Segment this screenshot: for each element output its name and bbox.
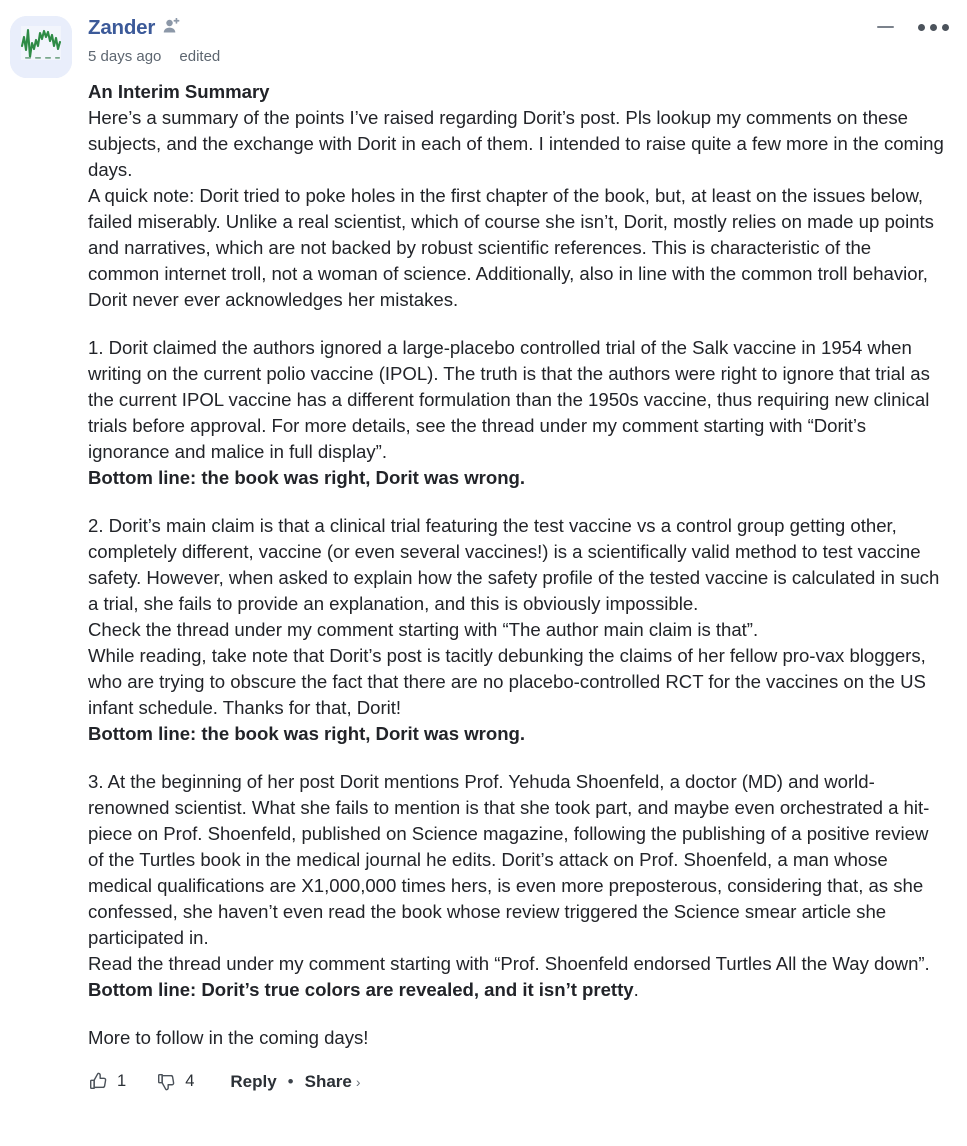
post-title: An Interim Summary [88, 81, 270, 102]
comment-meta [88, 49, 947, 66]
more-dot-3 [942, 24, 949, 31]
edited-badge: edited [179, 47, 221, 65]
share-button[interactable]: Share [304, 1071, 352, 1091]
more-dot-1 [918, 24, 925, 31]
avatar-column [10, 14, 88, 78]
intro-text-2: A quick note: Dorit tried to poke holes in the first chapter of the book, but, at least on the issues below, failed miserably. Unlike a real scientist, which of course she isn’t, Dorit, mostly relies on made up points and narratives, which are not backed by robust scientific references. This is characteristic of the common internet troll, not a woman of science. Additionally, also in line with the common troll behavior, Dorit never ever acknowledges her mistakes. [88, 185, 934, 310]
more-dot-2 [930, 24, 937, 31]
point-1-bottom-line: Bottom line: the book was right, Dorit was wrong. [88, 467, 526, 488]
stock-chart-avatar-icon [10, 16, 72, 78]
collapse-icon[interactable] [874, 18, 896, 36]
point-3-body-2: Read the thread under my comment starting with “Prof. Shoenfeld endorsed Turtles All the Way down”. [88, 953, 930, 974]
point-2-body-3: While reading, take note that Dorit’s post is tacitly debunking the claims of her fellow pro-vax bloggers, who are trying to obscure the fact that there are no placebo-controlled RCT for the vaccines on the US infant schedule. Thanks for that, Dorit! [88, 645, 926, 718]
point-2-body: 2. Dorit’s main claim is that a clinical trial featuring the test vaccine vs a control group getting other, completely different, vaccine (or even several vaccines!) is a scientifically valid method to test vaccine safety. However, when asked to explain how the safety profile of the tested vaccine is calculated in such a trial, she fails to provide an explanation, and this is obviously impossible. [88, 515, 940, 614]
person-add-icon-svg [162, 17, 181, 36]
comment-header-actions [874, 18, 949, 36]
point-2-paragraph [88, 513, 947, 747]
dislike-count: 4 [185, 1072, 195, 1090]
collapse-icon-bar [877, 26, 894, 29]
chevron-right-icon[interactable]: › [355, 1073, 361, 1090]
comment-row [10, 14, 951, 1108]
intro-text-1: Here’s a summary of the points I’ve raised regarding Dorit’s post. Pls lookup my comments on these subjects, and the exchange with Dorit in each of them. I intended to raise quite a few more in the coming days. [88, 107, 944, 180]
point-3-bottom-line: Bottom line: Dorit’s true colors are revealed, and it isn’t pretty [88, 979, 634, 1000]
point-1-body: 1. Dorit claimed the authors ignored a large-placebo controlled trial of the Salk vaccine in 1954 when writing on the current polio vaccine (IPOL). The truth is that the authors were right to ignore that trial as the current IPOL vaccine has a different formulation than the 1950s vaccine, thus requiring new clinical trials before approval. For more details, see the thread under my comment starting with “Dorit’s ignorance and malice in full display”. [88, 337, 930, 462]
point-3-bottom-line-wrap [88, 977, 947, 1003]
closing-text: More to follow in the coming days! [88, 1027, 369, 1048]
point-2-body-2: Check the thread under my comment starting with “The author main claim is that”. [88, 619, 759, 640]
avatar[interactable] [10, 16, 72, 78]
point-1-paragraph [88, 335, 947, 491]
more-options-icon[interactable] [918, 22, 949, 33]
like-button[interactable] [88, 1071, 126, 1092]
point-2-bottom-line: Bottom line: the book was right, Dorit was wrong. [88, 723, 526, 744]
intro-paragraph [88, 79, 947, 313]
thumbs-up-icon [88, 1071, 109, 1092]
person-add-icon[interactable] [162, 17, 181, 36]
thumbs-down-icon [156, 1071, 177, 1092]
like-count: 1 [117, 1072, 127, 1090]
comment-footer [88, 1071, 947, 1108]
reply-button[interactable]: Reply [230, 1071, 277, 1091]
author-link[interactable]: Zander [88, 16, 156, 39]
timestamp[interactable]: 5 days ago [88, 47, 162, 65]
point-3-paragraph [88, 769, 947, 1003]
comment-author-row [88, 18, 947, 39]
dislike-button[interactable] [156, 1071, 194, 1092]
point-3-bottom-line-tail: . [633, 979, 639, 1000]
footer-separator: • [287, 1072, 294, 1091]
point-3-body: 3. At the beginning of her post Dorit mentions Prof. Yehuda Shoenfeld, a doctor (MD) and world-renowned scientist. What she fails to mention is that she took part, and maybe even orchestrated a hit-piece on Prof. Shoenfeld, published on Science magazine, following the publishing of a positive review of the Turtles book in the medical journal he edits. Dorit’s attack on Prof. Shoenfeld, a man whose medical qualifications are X1,000,000 times hers, is even more preposterous, considering that, as she confessed, she haven’t even read the book whose review triggered the Science smear article she participated in. [88, 771, 930, 948]
comment-body-column [88, 14, 951, 1108]
closing-paragraph [88, 1025, 947, 1051]
comment-content [88, 79, 947, 1051]
